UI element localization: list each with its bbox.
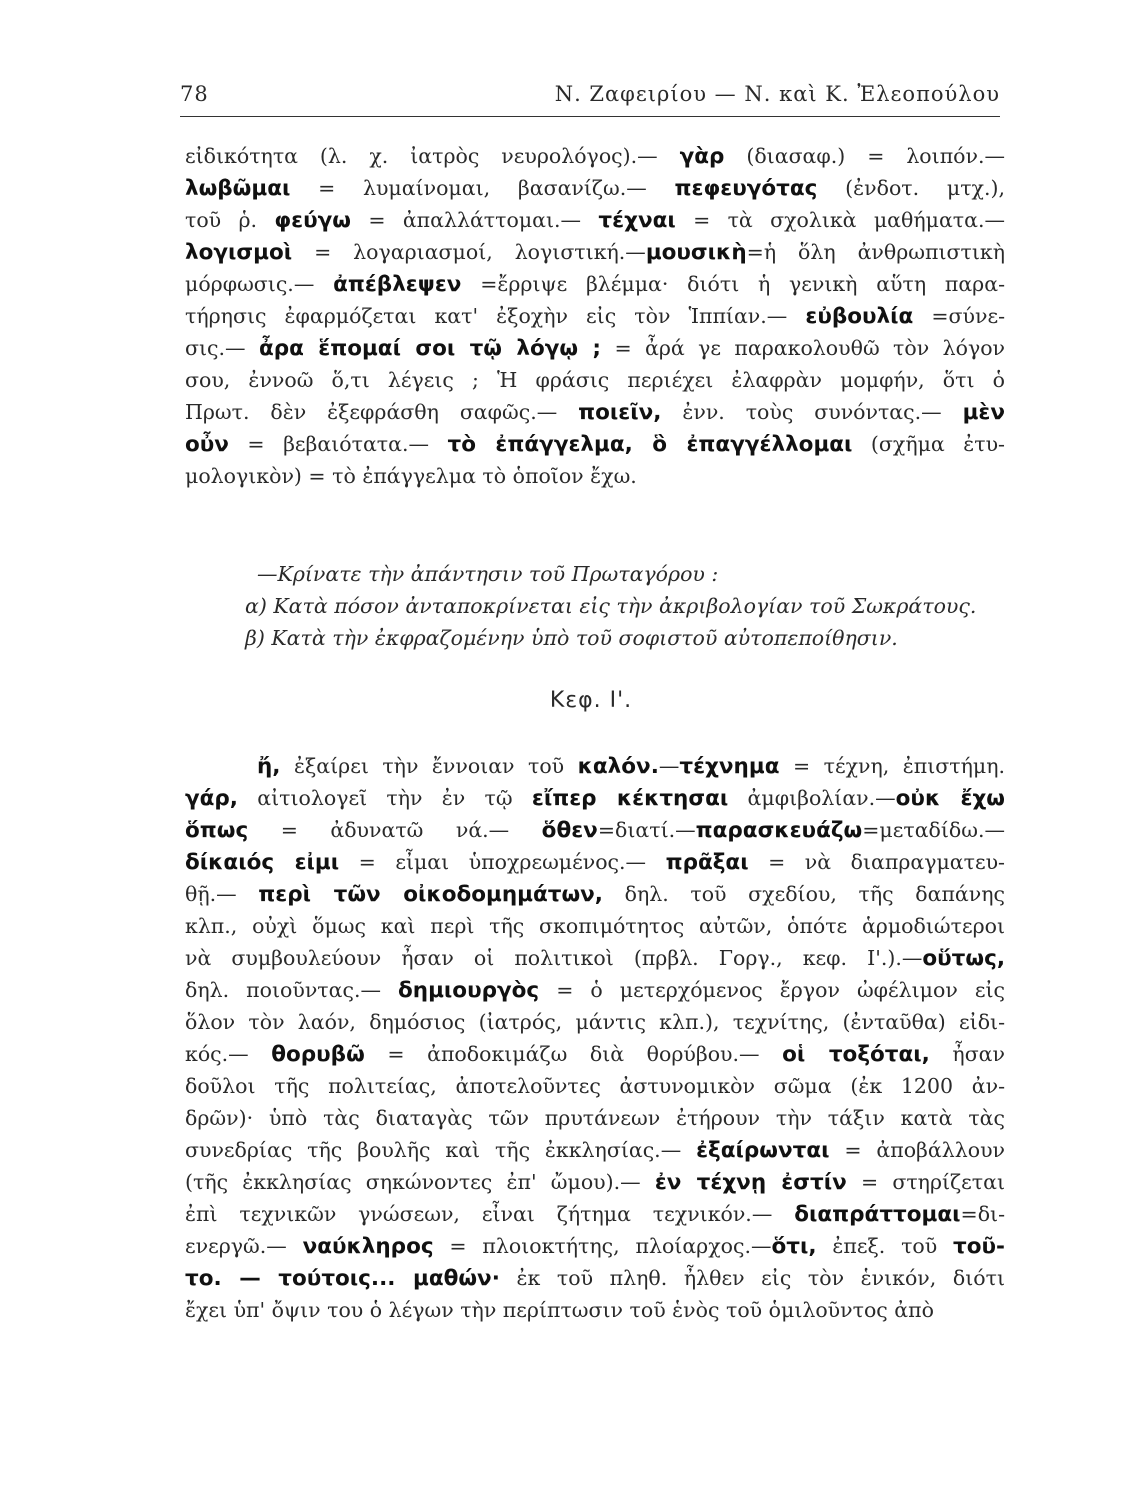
lemma: ἤ, [257,754,281,779]
lemma: ἀπέβλεψεν [333,272,462,297]
lemma: ὅπως [185,818,249,843]
text-line [185,1134,1005,1166]
gloss-text: ἐκ τοῦ πληθ. ἦλθεν εἰς τὸν ἑνικόν, διότι [499,1266,1005,1290]
text-line [185,1294,1005,1326]
page-header [180,80,1000,117]
gloss-text: (διασαφ.) = λοιπόν.— [724,144,1005,168]
gloss-text: = ἀδυνατῶ νά.— [248,818,542,842]
text-line [185,204,1005,236]
gloss-text: συνεδρίας τῆς βουλῆς καὶ τῆς ἐκκλησίας.— [185,1138,697,1162]
gloss-text: ἐξαίρει τὴν ἔννοιαν τοῦ [280,754,578,778]
gloss-text: ἐπεξ. τοῦ [816,1234,954,1258]
gloss-text: = τὰ σχολικὰ μαθήματα.— [675,208,1005,232]
lemma: μὲν [962,400,1005,425]
running-head: Ν. Ζαφειρίου — Ν. καὶ Κ. Ἐλεοπούλου [554,82,1000,106]
gloss-text: νὰ συμβουλεύουν ἦσαν οἱ πολιτικοὶ (πρβλ. Γοργ., κεφ. Ι'.).— [185,946,923,970]
text-line [185,782,1005,814]
lemma: γάρ, [185,786,238,811]
text-line [185,1006,1005,1038]
lemma: θορυβῶ [271,1042,365,1067]
gloss-text: =ἔρριψε βλέμμα· διότι ἡ γενικὴ αὕτη παρα- [461,272,1005,296]
text-line [185,300,1005,332]
gloss-text: ἔχει ὑπ' ὄψιν του ὁ λέγων τὴν περίπτωσιν τοῦ ἑνὸς τοῦ ὁμιλοῦντος ἀπὸ [185,1298,934,1322]
gloss-text: =διατί.— [597,818,696,842]
gloss-text: = ἆρά γε παρακολουθῶ τὸν λόγον [601,336,1005,360]
gloss-text: ενεργῶ.— [185,1234,303,1258]
text-line [185,1230,1005,1262]
gloss-text: ἐνν. τοὺς συνόντας.— [661,400,963,424]
text-line [185,1198,1005,1230]
lemma: μουσικὴ [645,240,747,265]
gloss-text: = ὁ μετερχόμενος ἔργον ὠφέλιμον εἰς [539,978,1005,1002]
gloss-text: τήρησις ἐφαρμόζεται κατ' ἐξοχὴν εἰς τὸν Ἱππίαν.— [185,304,806,328]
lemma: ἐξαίρωνται [696,1138,830,1163]
gloss-text: = στηρίζεται [846,1170,1005,1194]
text-line [185,268,1005,300]
text-line [185,1070,1005,1102]
text-line [185,878,1005,910]
lemma: οὐκ ἔχω [895,786,1005,811]
lemma: γὰρ [679,144,725,169]
text-line [185,428,1005,460]
commentary-section-1 [185,140,1005,492]
lemma: οὖν [185,432,229,457]
gloss-text: = τέχνη, ἐπιστήμη. [779,754,1005,778]
lemma: δίκαιός εἰμι [185,850,340,875]
lemma: καλόν. [577,754,659,779]
text-line [185,814,1005,846]
lemma: λωβῶμαι [185,176,291,201]
text-line [185,974,1005,1006]
questions-block [185,558,1005,654]
gloss-text: μόρφωσις.— [185,272,334,296]
lemma: εὐβουλία [805,304,914,329]
lemma: οὕτως, [922,946,1005,971]
text-line [185,396,1005,428]
lemma: διαπράττομαι [794,1202,961,1227]
lemma: ποιεῖν, [578,400,662,425]
gloss-text: = ἀπαλλάττομαι.— [351,208,599,232]
text-line [185,332,1005,364]
gloss-text: =μεταδίδω.— [862,818,1005,842]
text-line [185,140,1005,172]
text-line [185,1038,1005,1070]
text-line [185,1262,1005,1294]
gloss-text: = νὰ διαπραγματευ- [748,850,1005,874]
gloss-text: τοῦ ῥ. [185,208,275,232]
page-number: 78 [180,82,209,106]
gloss-text: (σχῆμα ἐτυ- [852,432,1005,456]
lemma: ὅτι, [771,1234,817,1259]
lemma: εἴπερ κέκτησαι [531,786,729,811]
commentary-section-2 [185,750,1005,1326]
lemma: τοῦ- [953,1234,1005,1259]
question-a: α) Κατὰ πόσον ἀνταποκρίνεται εἰς τὴν ἀκριβολογίαν τοῦ Σωκράτους. [245,594,977,618]
text-line [185,1166,1005,1198]
text-line [185,460,1005,492]
gloss-text: = λυμαίνομαι, βασανίζω.— [290,176,675,200]
lemma: τὸ ἐπάγγελμα, ὃ ἐπαγγέλλομαι [447,432,853,457]
gloss-text: — [658,754,680,778]
lemma: ὅθεν [541,818,598,843]
gloss-text: ἦσαν [929,1042,1005,1066]
lemma: τέχναι [598,208,676,233]
gloss-text: σου, ἐννοῶ ὅ,τι λέγεις ; Ἡ φράσις περιέχει ἐλαφρὰν μομφήν, ὅτι ὁ [185,368,1005,392]
gloss-text: = ἀποβάλλουν [829,1138,1005,1162]
gloss-text: δηλ. ποιοῦντας.— [185,978,399,1002]
lemma: το. — τούτοις... μαθών· [185,1266,500,1291]
gloss-text: αἰτιολογεῖ τὴν ἐν τῷ [237,786,532,810]
lemma: πεφευγότας [674,176,818,201]
gloss-text: = πλοιοκτήτης, πλοίαρχος.— [433,1234,772,1258]
text-line [185,942,1005,974]
text-line [185,236,1005,268]
gloss-text: σις.— [185,336,259,360]
lemma: ἐν τέχνῃ ἐστίν [654,1170,847,1195]
lemma: φεύγω [274,208,351,233]
gloss-text: (ἐνδοτ. μτχ.), [817,176,1005,200]
gloss-text: = ἀποδοκιμάζω διὰ θορύβου.— [364,1042,783,1066]
lemma: οἱ τοξόται, [782,1042,930,1067]
gloss-text: θῇ.— [185,882,259,906]
text-line [185,364,1005,396]
gloss-text: = εἶμαι ὑποχρεωμένος.— [339,850,666,874]
gloss-text: μολογικὸν) = τὸ ἐπάγγελμα τὸ ὁποῖον ἔχω. [185,464,637,488]
lemma: ἆρα ἕπομαί σοι τῷ λόγῳ ; [258,336,602,361]
gloss-text: Πρωτ. δὲν ἐξεφράσθη σαφῶς.— [185,400,579,424]
gloss-text: ὅλον τὸν λαόν, δημόσιος (ἰατρός, μάντις κλπ.), τεχνίτης, (ἐνταῦθα) εἰδι- [185,1010,1005,1034]
lemma: ναύκληρος [302,1234,434,1259]
gloss-text: δηλ. τοῦ σχεδίου, τῆς δαπάνης [602,882,1005,906]
lemma: περὶ τῶν οἰκοδομημάτων, [258,882,603,907]
gloss-text: κλπ., οὐχὶ ὅμως καὶ περὶ τῆς σκοπιμότητος αὐτῶν, ὁπότε ἁρμοδιώτεροι [185,914,1005,938]
gloss-text: (τῆς ἐκκλησίας σηκώνοντες ἐπ' ὤμου).— [185,1170,655,1194]
gloss-text: = λογαριασμοί, λογιστική.— [292,240,646,264]
lemma: τέχνημα [679,754,780,779]
gloss-text: =ἡ ὅλη ἀνθρωπιστικὴ [746,240,1005,264]
gloss-text: =σύνε- [913,304,1005,328]
gloss-text: κός.— [185,1042,272,1066]
text-line [185,910,1005,942]
lemma: παρασκευάζω [695,818,863,843]
chapter-title: Κεφ. Ι'. [549,688,633,713]
text-line [185,172,1005,204]
question-b: β) Κατὰ τὴν ἐκφραζομένην ὑπὸ τοῦ σοφιστοῦ αὐτοπεποίθησιν. [245,626,898,650]
gloss-text: δρῶν)· ὑπὸ τὰς διαταγὰς τῶν πρυτάνεων ἐτήρουν τὴν τάξιν κατὰ τὰς [185,1106,1005,1130]
questions-intro: —Κρίνατε τὴν ἀπάντησιν τοῦ Πρωταγόρου : [257,562,719,586]
gloss-text: =δι- [960,1202,1005,1226]
text-line [185,750,1005,782]
gloss-text: δοῦλοι τῆς πολιτείας, ἀποτελοῦντες ἀστυνομικὸν σῶμα (ἐκ 1200 ἀν- [185,1074,1005,1098]
lemma: δημιουργὸς [398,978,540,1003]
text-line [185,1102,1005,1134]
gloss-text: ἀμφιβολίαν.— [728,786,896,810]
text-line [185,846,1005,878]
gloss-text: ἐπὶ τεχνικῶν γνώσεων, εἶναι ζήτημα τεχνικόν.— [185,1202,795,1226]
gloss-text: εἰδικότητα (λ. χ. ἰατρὸς νευρολόγος).— [185,144,680,168]
gloss-text: = βεβαιότατα.— [228,432,448,456]
lemma: πρᾶξαι [665,850,749,875]
lemma: λογισμοὶ [185,240,293,265]
